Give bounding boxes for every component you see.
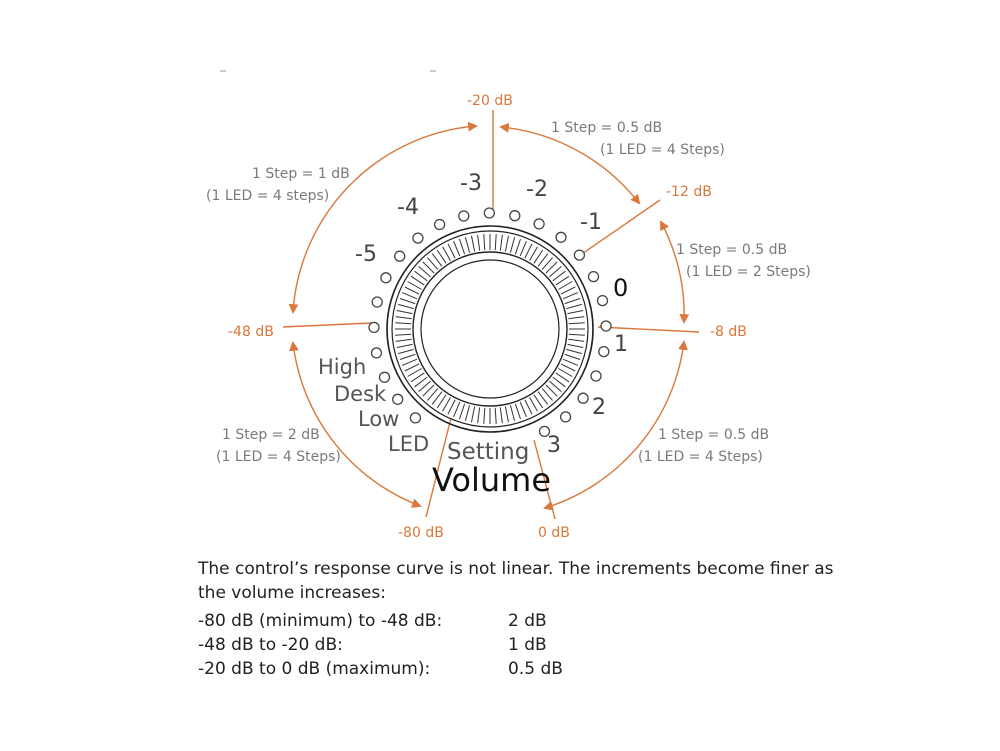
mode-label-high: High bbox=[318, 355, 367, 379]
led-dot bbox=[413, 233, 423, 243]
led-dot bbox=[561, 412, 571, 422]
led-dot bbox=[395, 251, 405, 261]
marker-label-0: 0 dB bbox=[538, 525, 570, 541]
knurl-tick bbox=[398, 304, 414, 308]
segment-step-1: 1 Step = 0.5 dB bbox=[551, 120, 663, 136]
knurl-tick bbox=[505, 407, 508, 423]
response-curve-note bbox=[198, 557, 838, 681]
knob-face bbox=[421, 260, 559, 398]
knurl-tick bbox=[408, 369, 422, 377]
marker-label-minus8: -8 dB bbox=[710, 324, 747, 340]
volume-label: Volume bbox=[432, 461, 552, 499]
segment-step-2: 1 Step = 0.5 dB bbox=[676, 242, 788, 258]
increment-range: -20 dB to 0 dB (maximum): bbox=[198, 659, 431, 679]
scale-minus5: -5 bbox=[355, 242, 377, 267]
knurl-tick bbox=[395, 334, 411, 335]
knurl-tick bbox=[495, 408, 496, 424]
knurl-tick bbox=[405, 287, 419, 294]
led-dot bbox=[556, 232, 566, 242]
knurl-tick bbox=[495, 234, 496, 250]
knurl-tick bbox=[566, 349, 582, 353]
knurl-tick bbox=[563, 293, 578, 299]
volume-knob[interactable] bbox=[387, 226, 593, 432]
knurl-tick bbox=[500, 407, 502, 423]
segment-led-4: (1 LED = 4 Steps) bbox=[216, 449, 341, 465]
knurl-tick bbox=[465, 405, 469, 421]
segment-step-3: 1 Step = 0.5 dB bbox=[658, 427, 770, 443]
scale-0: 0 bbox=[613, 274, 629, 302]
knurl-tick bbox=[561, 364, 575, 371]
marker-label-minus12: -12 dB bbox=[666, 184, 712, 200]
marker-label-minus20: -20 dB bbox=[467, 93, 513, 109]
increment-row bbox=[198, 609, 838, 633]
scale-minus3: -3 bbox=[460, 171, 482, 196]
led-dot bbox=[589, 272, 599, 282]
segment-led-2: (1 LED = 2 Steps) bbox=[686, 264, 811, 280]
increment-step: 1 dB bbox=[508, 635, 547, 655]
knurl-tick bbox=[405, 364, 419, 371]
scale-2: 2 bbox=[592, 395, 606, 420]
segment-led-5: (1 LED = 4 steps) bbox=[206, 188, 330, 204]
led-dot bbox=[435, 220, 445, 230]
scale-minus2: -2 bbox=[526, 177, 548, 202]
knurl-tick bbox=[568, 311, 584, 314]
led-dot bbox=[578, 393, 588, 403]
knurl-tick bbox=[448, 400, 455, 414]
knurl-tick bbox=[515, 404, 520, 419]
knurl-tick bbox=[454, 402, 460, 417]
mode-label-led: LED bbox=[388, 432, 430, 456]
knurl-tick bbox=[558, 369, 572, 377]
knurl-tick bbox=[454, 241, 460, 256]
increment-row bbox=[198, 633, 838, 657]
knurl-tick bbox=[558, 282, 572, 290]
segment-led-1: (1 LED = 4 Steps) bbox=[600, 142, 725, 158]
segment-step-4: 1 Step = 2 dB bbox=[222, 427, 320, 443]
knurl-tick bbox=[520, 241, 526, 256]
knurl-tick bbox=[398, 349, 414, 353]
note-intro-line2: the volume increases: bbox=[198, 583, 386, 603]
knurl-tick bbox=[478, 407, 480, 423]
segment-led-3: (1 LED = 4 Steps) bbox=[638, 449, 763, 465]
led-dot bbox=[381, 273, 391, 283]
knurl-tick bbox=[569, 334, 585, 335]
knurl-tick bbox=[510, 405, 514, 421]
knurl-tick bbox=[396, 339, 412, 341]
knurl-tick bbox=[465, 237, 469, 253]
led-dot bbox=[410, 413, 420, 423]
knurl-tick bbox=[569, 323, 585, 324]
knurl-tick bbox=[566, 304, 582, 308]
knurl-tick bbox=[443, 247, 451, 261]
knurl-tick bbox=[510, 237, 514, 253]
knurl-tick bbox=[448, 244, 455, 258]
knurl-tick bbox=[484, 234, 485, 250]
mode-label-desk: Desk bbox=[334, 382, 387, 406]
knurl-tick bbox=[525, 400, 532, 414]
led-dot bbox=[591, 371, 601, 381]
knurl-tick bbox=[402, 359, 417, 365]
led-dot bbox=[369, 322, 379, 332]
scale-minus1: -1 bbox=[580, 210, 602, 235]
increment-row bbox=[198, 657, 838, 681]
knurl-tick bbox=[395, 323, 411, 324]
increment-range: -48 dB to -20 dB: bbox=[198, 635, 343, 655]
knurl-tick bbox=[397, 344, 413, 347]
knurl-tick bbox=[484, 408, 485, 424]
arc-20-to-12 bbox=[501, 127, 639, 203]
knurl-tick bbox=[565, 299, 580, 304]
scale-minus4: -4 bbox=[397, 195, 419, 220]
led-dot bbox=[380, 372, 390, 382]
led-dot bbox=[534, 219, 544, 229]
knurl-tick bbox=[505, 236, 508, 252]
increment-range: -80 dB (minimum) to -48 dB: bbox=[198, 611, 443, 631]
knurl-tick bbox=[460, 404, 465, 419]
knurl-tick bbox=[565, 354, 580, 359]
knurl-tick bbox=[561, 287, 575, 294]
knurl-tick bbox=[530, 247, 538, 261]
knurl-tick bbox=[460, 239, 465, 254]
knurl-tick bbox=[568, 339, 584, 341]
led-dot bbox=[598, 296, 608, 306]
knurl-tick bbox=[530, 397, 538, 411]
knurl-tick bbox=[396, 317, 412, 319]
led-dot bbox=[393, 394, 403, 404]
segment-step-5: 1 Step = 1 dB bbox=[252, 166, 350, 182]
knurl-tick bbox=[443, 397, 451, 411]
marker-label-minus80: -80 dB bbox=[398, 525, 444, 541]
knurl-tick bbox=[402, 293, 417, 299]
led-dot bbox=[601, 321, 611, 331]
knurl-tick bbox=[515, 239, 520, 254]
knurl-tick bbox=[478, 235, 480, 251]
scale-3: 3 bbox=[547, 433, 561, 458]
led-dot bbox=[459, 211, 469, 221]
led-dot bbox=[574, 250, 584, 260]
knurl-tick bbox=[397, 311, 413, 314]
knurl-tick bbox=[568, 344, 584, 347]
increment-step: 2 dB bbox=[508, 611, 547, 631]
note-intro-line1: The control’s response curve is not linear. The increments become finer as bbox=[198, 559, 834, 579]
knurl-tick bbox=[568, 317, 584, 319]
led-dot bbox=[372, 348, 382, 358]
knurl-tick bbox=[525, 244, 532, 258]
led-dot bbox=[484, 208, 494, 218]
scale-1: 1 bbox=[614, 332, 628, 357]
marker-label-minus48: -48 dB bbox=[228, 324, 274, 340]
marker-line-48 bbox=[283, 323, 372, 327]
knurl-tick bbox=[520, 402, 526, 417]
knurl-tick bbox=[472, 236, 475, 252]
mode-label-low: Low bbox=[358, 407, 400, 431]
knurl-tick bbox=[400, 354, 415, 359]
knurl-tick bbox=[408, 282, 422, 290]
knurl-tick bbox=[500, 235, 502, 251]
led-dot bbox=[599, 347, 609, 357]
led-dot bbox=[510, 211, 520, 221]
arc-12-to-8 bbox=[661, 222, 684, 322]
led-dot bbox=[372, 297, 382, 307]
setting-label: Setting bbox=[447, 439, 530, 465]
knurl-tick bbox=[563, 359, 578, 365]
knurl-tick bbox=[472, 407, 475, 423]
knurl-tick bbox=[400, 299, 415, 304]
increment-step: 0.5 dB bbox=[508, 659, 563, 679]
